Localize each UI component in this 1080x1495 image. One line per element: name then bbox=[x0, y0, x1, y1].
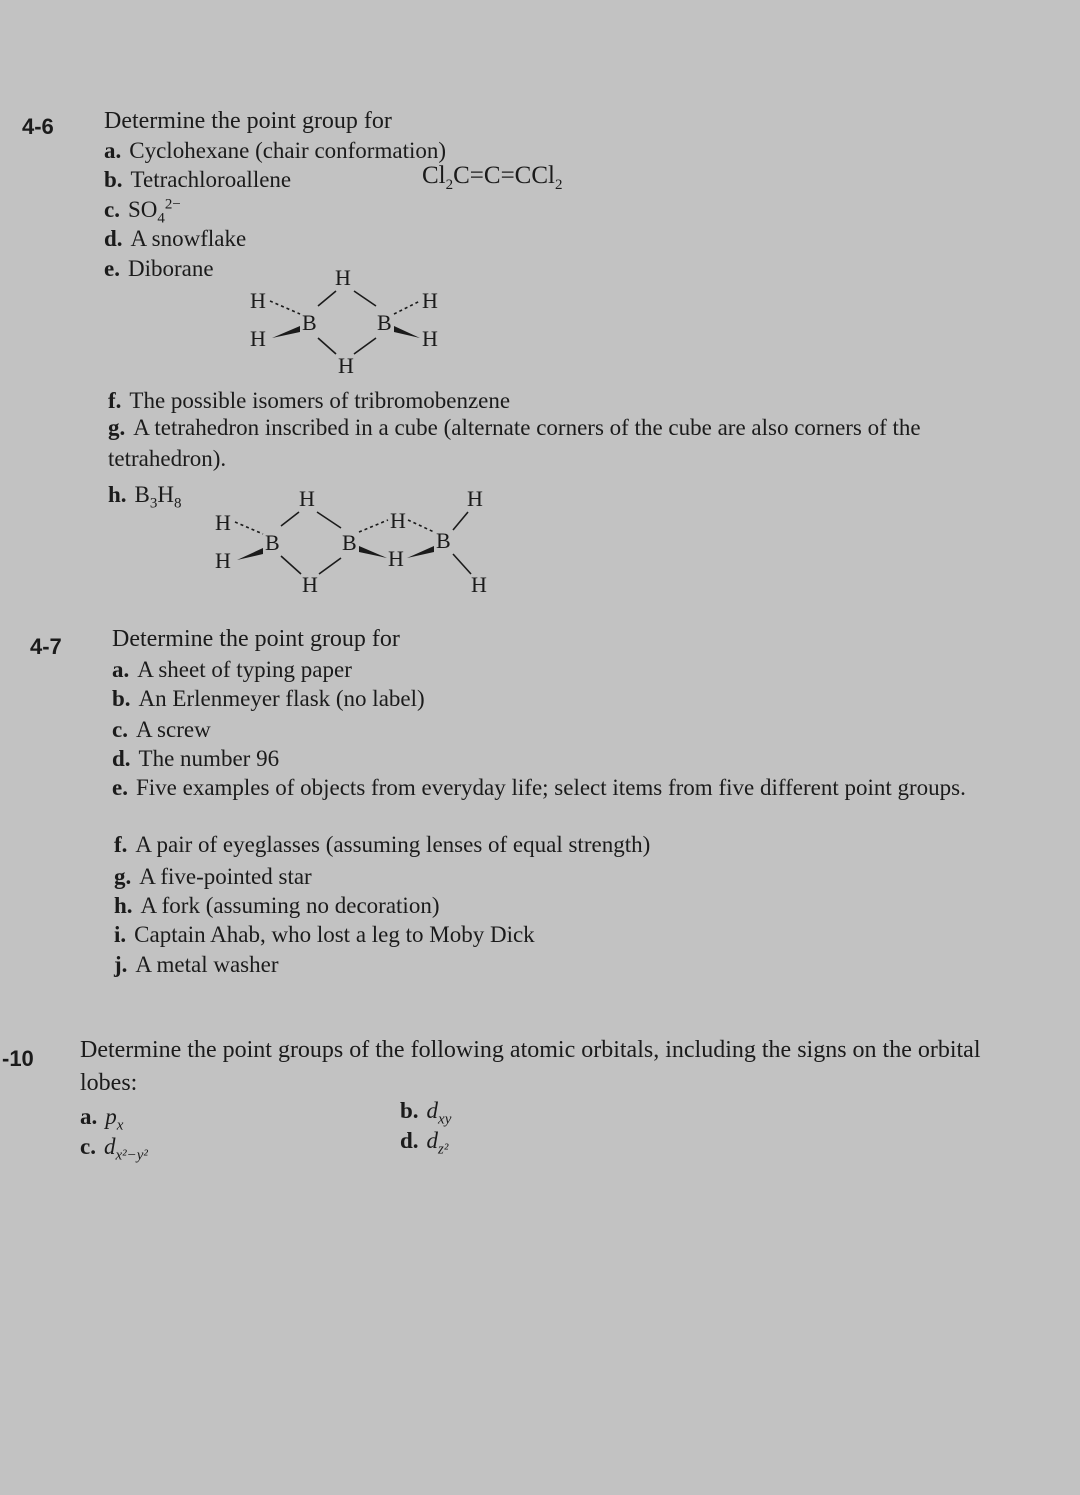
list-item: b. $d_{xy}$ bbox=[400, 1098, 452, 1128]
b3h8-structure bbox=[205, 482, 515, 602]
list-item: d. The number 96 bbox=[112, 746, 280, 771]
list-item: f. The possible isomers of tribromobenzene bbox=[108, 388, 511, 413]
list-item: b. Tetrachloroallene bbox=[104, 167, 292, 192]
list-item: c. $d_{x^2-y^2}$ bbox=[80, 1134, 148, 1164]
problem-statement: Determine the point group for bbox=[112, 626, 400, 652]
atom-label: B bbox=[342, 530, 357, 555]
list-item: g. A tetrahedron inscribed in a cube (alternate corners of the cube are also corners of the tetrahedron). bbox=[108, 415, 921, 471]
list-item: a. Cyclohexane (chair conformation) bbox=[104, 138, 447, 163]
allene-formula: $Cl_2C=C=CCl_2$ bbox=[422, 162, 563, 193]
list-item: e. Five examples of objects from everyday life; select items from five different point groups. bbox=[112, 775, 966, 800]
list-item: b. An Erlenmeyer flask (no label) bbox=[112, 686, 425, 711]
problem-number: 4-7 bbox=[30, 634, 62, 659]
list-item: f. A pair of eyeglasses (assuming lenses of equal strength) bbox=[114, 832, 651, 857]
atom-label: H bbox=[388, 546, 404, 571]
diborane-structure bbox=[240, 258, 470, 383]
problem-statement: Determine the point groups of the following atomic orbitals, including the signs on the orbital lobes: bbox=[80, 1037, 981, 1096]
atom-label: H bbox=[215, 510, 231, 535]
list-item: d. $d_{z^2}$ bbox=[400, 1128, 449, 1158]
atom-label: H bbox=[335, 265, 351, 290]
atom-label: H bbox=[299, 486, 315, 511]
atom-label: B bbox=[265, 530, 280, 555]
list-item: a. $p_x$ bbox=[80, 1104, 124, 1134]
list-item: a. A sheet of typing paper bbox=[112, 657, 352, 682]
list-item: g. A five-pointed star bbox=[114, 864, 312, 889]
atom-label: B bbox=[377, 310, 392, 335]
atom-label: H bbox=[250, 326, 266, 351]
list-item: i. Captain Ahab, who lost a leg to Moby Dick bbox=[114, 922, 535, 947]
problem-statement: Determine the point group for bbox=[104, 108, 392, 134]
atom-label: H bbox=[390, 508, 406, 533]
atom-label: H bbox=[338, 353, 354, 378]
list-item: j. A metal washer bbox=[114, 952, 279, 977]
problem-number: -10 bbox=[2, 1046, 34, 1071]
atom-label: B bbox=[436, 528, 451, 553]
problem-number: 4-6 bbox=[22, 114, 54, 139]
list-item: e. Diborane bbox=[104, 256, 214, 281]
list-item: h. $B_3H_8$ bbox=[108, 482, 182, 512]
atom-label: H bbox=[250, 288, 266, 313]
atom-label: H bbox=[215, 548, 231, 573]
atom-label: B bbox=[302, 310, 317, 335]
list-item: h. A fork (assuming no decoration) bbox=[114, 893, 440, 918]
atom-label: H bbox=[471, 572, 487, 597]
list-item: c. $SO_4^{2-}$ bbox=[104, 196, 181, 227]
list-item: c. A screw bbox=[112, 717, 211, 742]
atom-label: H bbox=[422, 288, 438, 313]
atom-label: H bbox=[422, 326, 438, 351]
atom-label: H bbox=[467, 486, 483, 511]
atom-label: H bbox=[302, 572, 318, 597]
list-item: d. A snowflake bbox=[104, 226, 247, 251]
